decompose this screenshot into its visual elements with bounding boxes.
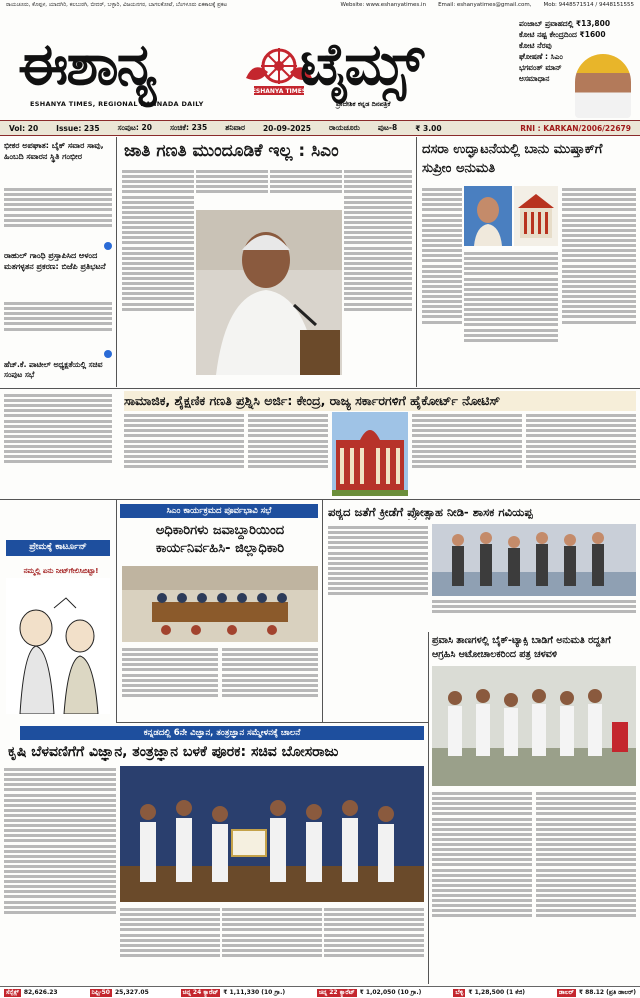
sensex-label: ಸೆನ್ಸೆಕ್ಸ್	[6, 988, 19, 996]
gold24-label: ಚಿನ್ನ 24 ಕ್ಯಾರೆಟ್	[182, 988, 219, 996]
row-rule	[0, 388, 640, 389]
price: ₹ 3.00	[415, 123, 442, 133]
gold24-value: ₹ 1,11,330 (10 ಗ್ರಾ.)	[223, 988, 286, 996]
ear-line: ಕೋಟಿ ನಷ್ಟ ಕೇಂದ್ರದಿಂದ ₹1600	[519, 30, 606, 39]
column-rule	[322, 500, 323, 722]
sports-headline[interactable]: ಪಠ್ಯದ ಜತೆಗೆ ಕ್ರೀಡೆಗೆ ಪ್ರೋತ್ಸಾಹ ನೀಡಿ- ಶಾಸಕ ಗವಿಯಪ್ಪ	[328, 505, 533, 519]
sensex-value: 82,626.23	[23, 988, 58, 996]
lead-body-col1	[122, 168, 194, 373]
sanchike: ಸಂಚಿಕೆ: 235	[169, 123, 208, 132]
meeting-body-col1	[122, 646, 218, 720]
dasara-portrait	[464, 186, 512, 246]
sports-body	[328, 524, 428, 628]
meeting-tag: ಸಿಎಂ ಕಾರ್ಯಕ್ರಮದ ಪೂರ್ವಭಾವಿ ಸಭೆ	[120, 504, 318, 518]
emblem-label: ESHANYA TIMES	[251, 88, 307, 95]
lead-body-col4	[344, 168, 412, 373]
agri-photo	[120, 766, 424, 902]
masthead	[4, 14, 636, 118]
masthead-subtitle-kannada: ಪ್ರಾದೇಶಿಕ ಕನ್ನಡ ದಿನಪತ್ರಿಕೆ	[336, 100, 391, 108]
dasara-headline[interactable]: ದಸರಾ ಉದ್ಘಾಟನೆಯಲ್ಲಿ ಬಾನು ಮುಷ್ತಾಕ್‌ಗೆ ಸುಪ್ರೀಂ ಅನುಮತಿ	[422, 142, 603, 176]
meeting-headline[interactable]: ಅಧಿಕಾರಿಗಳು ಜವಾಬ್ದಾರಿಯಿಂದ ಕಾರ್ಯನಿರ್ವಹಿಸಿ- ಜಿಲ್ಲಾಧಿಕಾರಿ	[155, 523, 285, 556]
column-rule	[116, 137, 117, 387]
email-link[interactable]: Email: eshanyatimes@gmail.com,	[438, 2, 532, 8]
masthead-title-right: ಟೈಮ್ಸ್	[300, 30, 422, 98]
lead-body-col3	[270, 168, 342, 208]
dollar-value: ₹ 88.12 (ಪ್ರತಿ ಡಾಲರ್)	[578, 988, 636, 996]
dasara-body-col3	[562, 186, 636, 386]
silver-value: ₹ 1,28,500 (1 ಕೆಜಿ)	[468, 988, 525, 996]
dollar-label: ಡಾಲರ್	[558, 988, 574, 996]
agri-tag: ಕನ್ನಡದಲ್ಲಿ 6ನೇ ವಿಜ್ಞಾನ, ತಂತ್ರಜ್ಞಾನ ಸಮ್ಮೇಳನಕ್ಕೆ ಚಾಲನೆ	[20, 726, 424, 740]
agri-body-col1	[4, 766, 116, 982]
bike-taxi-photo	[432, 666, 636, 786]
samputa: ಸಂಪುಟ: 20	[117, 123, 152, 132]
weekday: ಶನಿವಾರ	[225, 123, 245, 132]
ear-line: ಭಗವಂತ್ ಮಾನ್	[519, 63, 562, 72]
sports-body-2	[432, 598, 636, 626]
ear-panel	[519, 18, 631, 118]
meeting-body-col2	[222, 646, 318, 720]
cartoon-illustration	[6, 578, 110, 714]
issue-date: 20-09-2025	[262, 123, 311, 133]
sports-photo	[432, 524, 636, 596]
nifty-label: ನಿಫ್ಟಿ-50	[91, 988, 110, 996]
mobile-number: Mob: 9448571514 / 9448151555	[543, 2, 634, 8]
place: ರಾಯಚೂರು	[328, 123, 360, 132]
story-rahul-headline[interactable]: ರಾಹುಲ್ ಗಾಂಧಿ ಪ್ರಸ್ತಾಪಿಸಿದ ಆಳಂದ ಮತಗಳ್ಳತನ ಪ್ರಕರಣ: ಬಿಜೆಪಿ ಪ್ರತಿಭಟನೆ	[4, 251, 106, 271]
ear-line: ಅಸಮಾಧಾನ	[519, 74, 550, 83]
location-pin-icon	[104, 242, 112, 250]
silver-label: ಬೆಳ್ಳಿ	[455, 988, 464, 996]
story-rahul-body	[4, 300, 112, 350]
bike-taxi-headline[interactable]: ಪ್ರವಾಸಿ ತಾಣಗಳಲ್ಲಿ ಬೈಕ್-ಟ್ಯಾಕ್ಸಿ ಬಾಡಿಗೆ ಅನುಮತಿ ರದ್ದತಿಗೆ ಆಗ್ರಹಿಸಿ ಆಟೋಚಾಲಕರಿಂದ ಪತ್ರ ಚಳವಳಿ	[432, 635, 611, 660]
agri-body-col2	[120, 906, 220, 982]
pages: ಪುಟ-8	[377, 123, 398, 132]
row-rule	[0, 499, 640, 500]
meeting-photo	[122, 566, 318, 642]
dasara-body-col1	[422, 186, 462, 386]
survey-body-col4	[526, 412, 636, 496]
rni-number: RNI : KARKAN/2006/22679	[520, 123, 631, 133]
lead-photo	[196, 210, 342, 375]
ear-photo	[575, 54, 631, 118]
location-pin-icon	[104, 350, 112, 358]
column-rule	[428, 632, 429, 984]
supreme-court-photo	[514, 186, 558, 246]
issue: Issue: 235	[56, 123, 100, 133]
cartoon-title: ಪ್ರೇಮಕ್ಕೆ ಕಾರ್ಟೂನ್	[6, 540, 110, 556]
agri-body-col4	[324, 906, 424, 982]
market-ticker	[0, 986, 640, 998]
survey-left-body	[4, 392, 112, 496]
survey-body-col3	[412, 412, 522, 496]
issue-info-bar	[0, 120, 640, 136]
masthead-title-left: ಈಶಾನ್ಯ	[18, 30, 155, 98]
row-rule	[116, 722, 428, 723]
lead-headline[interactable]: ಜಾತಿ ಗಣತಿ ಮುಂದೂಡಿಕೆ ಇಲ್ಲ : ಸಿಎಂ	[124, 141, 339, 161]
bike-taxi-body-col1	[432, 790, 532, 982]
story-accident-headline[interactable]: ಭೀಕರ ಅಪಘಾತ: ಬೈಕ್ ಸವಾರ ಸಾವು, ಹಿಂಬದಿ ಸವಾರನ ಸ್ಥಿತಿ ಗಂಭೀರ	[4, 141, 104, 161]
story-accident-body	[4, 186, 112, 246]
top-strip	[6, 2, 634, 14]
lead-body-col2	[196, 168, 268, 208]
masthead-subtitle-english: ESHANYA TIMES, REGIONAL KANNADA DAILY	[30, 100, 204, 108]
dasara-body-col2	[464, 250, 558, 386]
story-cabinet-headline[interactable]: ಹೆಚ್.ಕೆ. ಪಾಟೀಲ್ ಅಧ್ಯಕ್ಷತೆಯಲ್ಲಿ ಸಚಿವ ಸಂಪುಟ ಸಭೆ	[4, 360, 103, 379]
gold22-label: ಚಿನ್ನ 22 ಕ್ಯಾರೆಟ್	[318, 988, 355, 996]
survey-headline[interactable]: ಸಾಮಾಜಿಕ, ಶೈಕ್ಷಣಿಕ ಗಣತಿ ಪ್ರಶ್ನಿಸಿ ಅರ್ಜಿ: ಕೇಂದ್ರ, ರಾಜ್ಯ ಸರ್ಕಾರಗಳಿಗೆ ಹೈಕೋರ್ಟ್ ನೋಟಿಸ್	[124, 391, 636, 411]
ear-line: ಕೋಟಿ ನೆರವು	[519, 41, 552, 50]
gold22-value: ₹ 1,02,050 (10 ಗ್ರಾ.)	[359, 988, 422, 996]
column-rule	[116, 500, 117, 722]
survey-body-col2	[248, 412, 328, 496]
editions-line: ರಾಯಚೂರು, ಕೊಪ್ಪಳ, ಯಾದಗಿರಿ, ಕಲಬುರಗಿ, ಬೀದರ್, ಬಳ್ಳಾರಿ, ವಿಜಯನಗರ, ಬಾಗಲಕೋಟೆ, ಬೆಂಗಳೂರು ಏಕಕಾಲಕ್ಕೆ ಪ್ರಕಟ	[6, 2, 227, 8]
agri-body-col3	[222, 906, 322, 982]
ear-line: ಘೋಷಣೆ : ಸಿಎಂ	[519, 52, 563, 61]
cartoon-caption: ನಮ್ಮಲ್ಲಿ ಏನು ನೀಟ್‌ಗೇಲಿಸಿಬಿಟ್ಟಾ!	[23, 567, 99, 575]
website-link[interactable]: Website: www.eshanyatimes.in	[340, 2, 427, 8]
nifty-value: 25,327.05	[114, 988, 149, 996]
agri-headline[interactable]: ಕೃಷಿ ಬೆಳವಣಿಗೆಗೆ ವಿಜ್ಞಾನ, ತಂತ್ರಜ್ಞಾನ ಬಳಕೆ ಪೂರಕ: ಸಚಿವ ಬೋಸರಾಜು	[8, 744, 339, 760]
ear-line: ಪಂಜಾಬ್ ಪ್ರವಾಹದಲ್ಲಿ ₹13,800	[519, 19, 611, 28]
column-rule	[416, 137, 417, 387]
survey-body-col1	[124, 412, 244, 496]
volume: Vol: 20	[9, 123, 39, 133]
bike-taxi-body-col2	[536, 790, 636, 982]
high-court-photo	[332, 412, 408, 496]
